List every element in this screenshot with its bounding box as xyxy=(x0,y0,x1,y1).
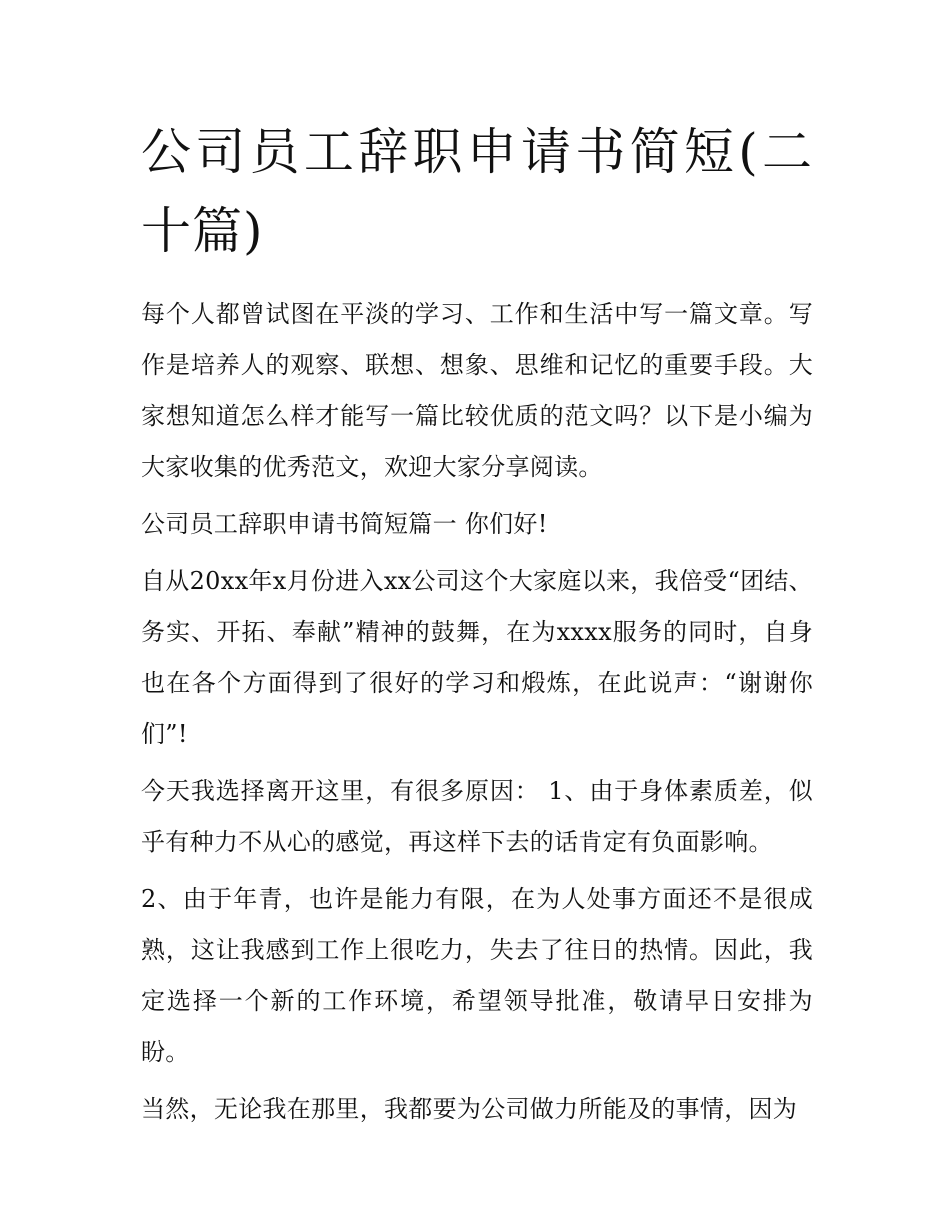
document-body xyxy=(141,113,813,1141)
body-paragraph: 今天我选择离开这里，有很多原因： 1、由于身体素质差，似乎有种力不从心的感觉，再这样下去的话肯定有负面影响。 xyxy=(141,777,813,856)
document-title: 公司员工辞职申请书简短(二十篇) xyxy=(141,123,813,260)
body-paragraph: 自从20xx年x月份进入xx公司这个大家庭以来，我倍受“团结、务实、开拓、奉献”精神的鼓舞，在为xxxx服务的同时，自身也在各个方面得到了很好的学习和煅炼，在此说声：“谢谢你们”! xyxy=(141,567,813,748)
body-paragraph: 当然，无论我在那里，我都要为公司做力所能及的事情，因为 xyxy=(141,1095,798,1123)
section-heading-greeting: 公司员工辞职申请书简短篇一 你们好! xyxy=(141,510,548,538)
body-paragraph: 2、由于年青，也许是能力有限，在为人处事方面还不是很成熟，这让我感到工作上很吃力，失去了往日的热情。因此，我定选择一个新的工作环境，希望领导批准，敬请早日安排为盼。 xyxy=(141,885,813,1066)
intro-paragraph: 每个人都曾试图在平淡的学习、工作和生活中写一篇文章。写作是培养人的观察、联想、想象、思维和记忆的重要手段。大家想知道怎么样才能写一篇比较优质的范文吗？以下是小编为大家收集的优秀范文，欢迎大家分享阅读。 xyxy=(141,300,813,481)
